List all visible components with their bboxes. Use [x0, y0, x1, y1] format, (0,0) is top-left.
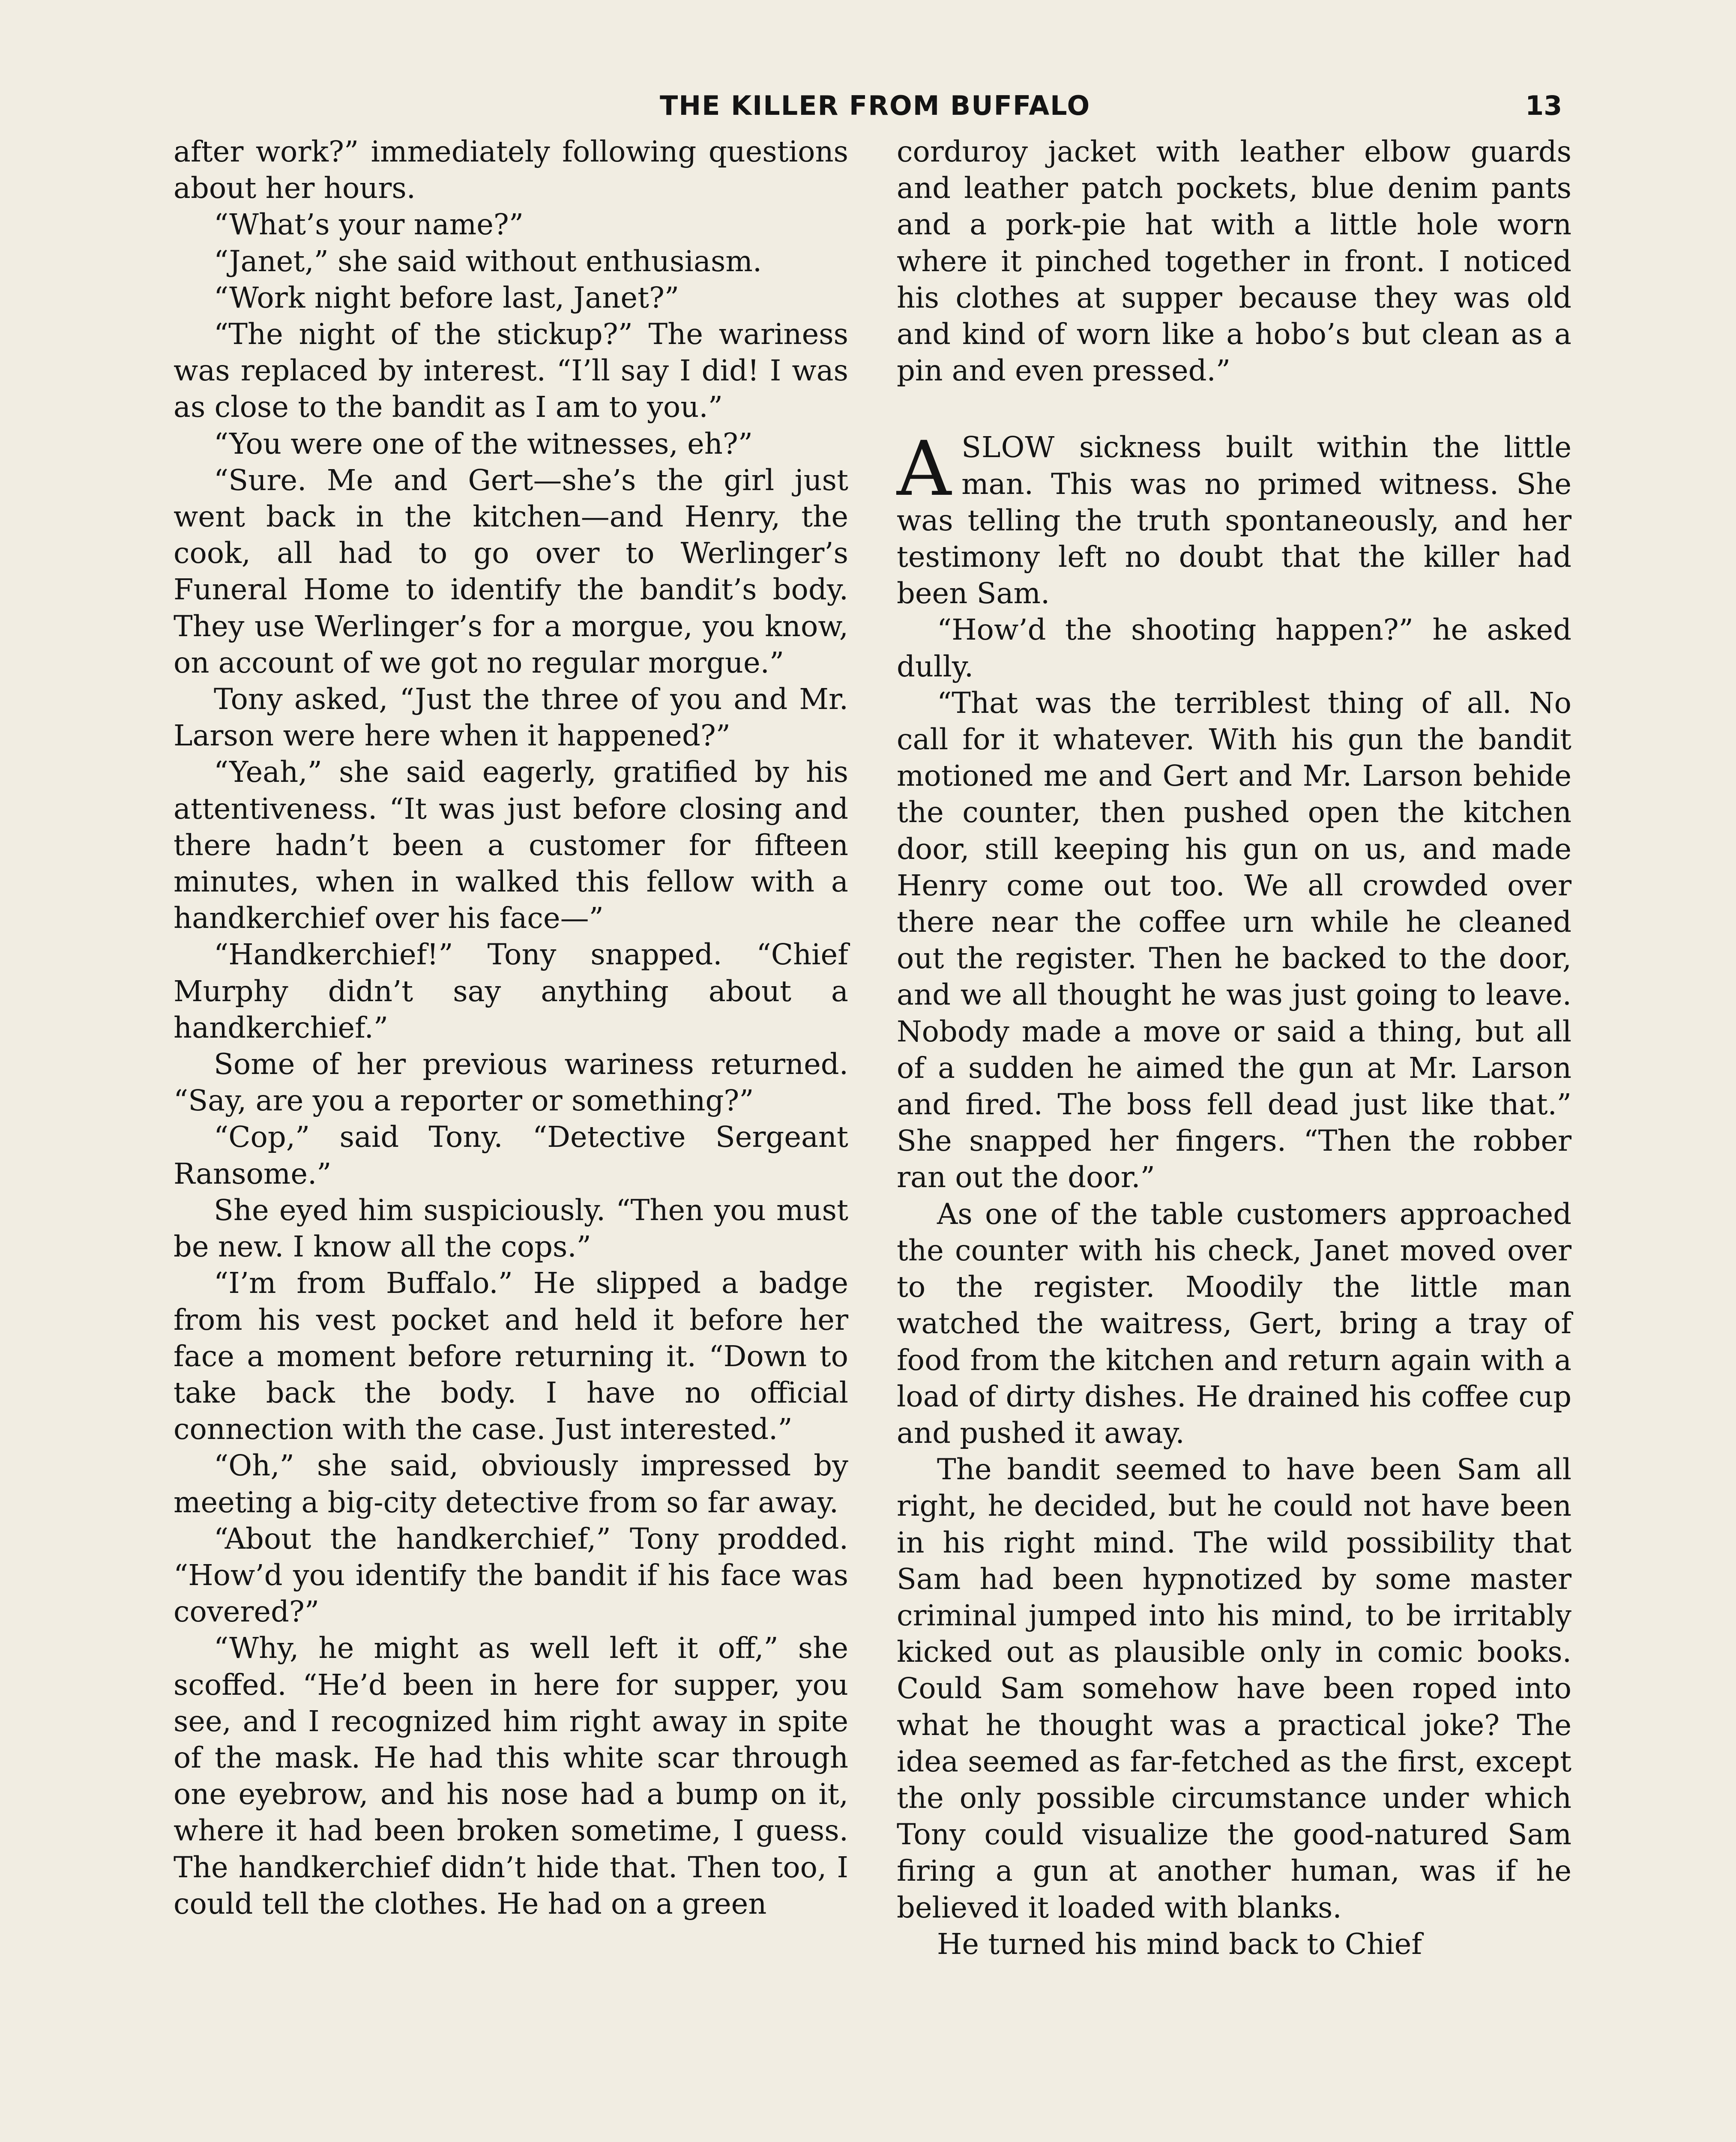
paragraph: “You were one of the witnesses, eh?”: [214, 427, 753, 461]
right-text-column: [897, 134, 1571, 1963]
page-number: 13: [1525, 90, 1562, 121]
paragraph: corduroy jacket with leather elbow guards and leather patch pockets, blue denim pants and a pork-pie hat with a little hole worn where it pinched together in front. I noticed his clothes at supper because they was old and kind of worn like a hobo’s but clean as a pin and even pressed.”: [897, 135, 1571, 388]
running-head: [0, 86, 1736, 133]
paragraph: “I’m from Buffalo.” He slipped a badge from his vest pocket and held it before her face a moment before returning it. “Down to take back the body. I have no official connection with the case. Just interested.”: [174, 1266, 848, 1446]
paragraph: “Oh,” she said, obviously impressed by meeting a big-city detective from so far away.: [174, 1449, 848, 1519]
section-break: [897, 389, 1571, 429]
drop-cap-paragraph-text: sickness built within the little man. This was no primed witness. She was telling the truth spontaneously, and her testimony left no doubt that the killer had been Sam.: [897, 431, 1571, 610]
paragraph: “Janet,” she said without enthusiasm.: [214, 244, 762, 278]
paragraph: The bandit seemed to have been Sam all right, he decided, but he could not have been in his right mind. The wild possibility that Sam had been hypnotized by some master criminal jumped into his mind, to be irritably kicked out as plausible only in comic books. Could Sam somehow have been roped into what he thought was a practical joke? The idea seemed as far-fetched as the first, except the only possible circumstance under which Tony could visualize the good-natured Sam firing a gun at another human, was if he believed it loaded with blanks.: [897, 1453, 1571, 1924]
drop-cap-first-word: SLOW: [961, 431, 1055, 464]
paragraph: “The night of the stickup?” The wariness was replaced by interest. “I’ll say I did! I was as close to the bandit as I am to you.”: [174, 317, 848, 424]
paragraph: She eyed him suspiciously. “Then you must be new. I know all the cops.”: [174, 1193, 848, 1264]
dropcap-paragraph: [897, 425, 1571, 612]
running-head-title: THE KILLER FROM BUFFALO: [660, 90, 1091, 121]
paragraph: Tony asked, “Just the three of you and Mr. Larson were here when it happened?”: [174, 682, 848, 753]
paragraph: “Why, he might as well left it off,” she scoffed. “He’d been in here for supper, you see, and I recognized him right away in spite of the mask. He had this white scar through one eyebrow, and his nose had a bump on it, where it had been broken sometime, I guess. The handkerchief didn’t hide that. Then too, I could tell the clothes. He had on a green: [174, 1631, 848, 1921]
paragraph: Some of her previous wariness returned. “Say, are you a reporter or something?”: [174, 1047, 848, 1118]
paragraph: “Handkerchief!” Tony snapped. “Chief Murphy didn’t say anything about a handkerchief.”: [174, 938, 848, 1044]
paragraph: after work?” immediately following questions about her hours.: [174, 135, 848, 205]
paragraph: He turned his mind back to Chief: [937, 1927, 1422, 1961]
paragraph: “Cop,” said Tony. “Detective Sergeant Ransome.”: [174, 1120, 848, 1191]
paragraph: “About the handkerchief,” Tony prodded. “How’d you identify the bandit if his face was covered?”: [174, 1522, 848, 1629]
paragraph: As one of the table customers approached the counter with his check, Janet moved over to the register. Moodily the little man watched the waitress, Gert, bring a tray of food from the kitchen and return again with a load of dirty dishes. He drained his coffee cup and pushed it away.: [897, 1197, 1571, 1450]
paragraph: “Work night before last, Janet?”: [214, 281, 679, 314]
right-column-continuation: [897, 612, 1571, 1963]
right-column-opening: [897, 134, 1571, 389]
paragraph: “Sure. Me and Gert—she’s the girl just went back in the kitchen—and Henry, the cook, all had to go over to Werlinger’s Funeral Home to identify the bandit’s body. They use Werlinger’s for a morgue, you know, on account of we got no regular morgue.”: [174, 463, 848, 679]
paragraph: “Yeah,” she said eagerly, gratified by his attentiveness. “It was just before closing and there hadn’t been a customer for fifteen minutes, when in walked this fellow with a handkerchief over his face—”: [174, 755, 848, 935]
drop-cap-letter: A: [897, 425, 952, 513]
paragraph: “That was the terriblest thing of all. No call for it whatever. With his gun the bandit motioned me and Gert and Mr. Larson behide the counter, then pushed open the kitchen door, still keeping his gun on us, and made Henry come out too. We all crowded over there near the coffee urn while he cleaned out the register. Then he backed to the door, and we all thought he was just going to leave. Nobody made a move or said a thing, but all of a sudden he aimed the gun at Mr. Larson and fired. The boss fell dead just like that.” She snapped her fingers. “Then the robber ran out the door.”: [897, 686, 1571, 1194]
paragraph: “What’s your name?”: [214, 208, 524, 242]
left-text-column: [174, 134, 848, 1922]
paragraph: “How’d the shooting happen?” he asked dully.: [897, 613, 1571, 683]
